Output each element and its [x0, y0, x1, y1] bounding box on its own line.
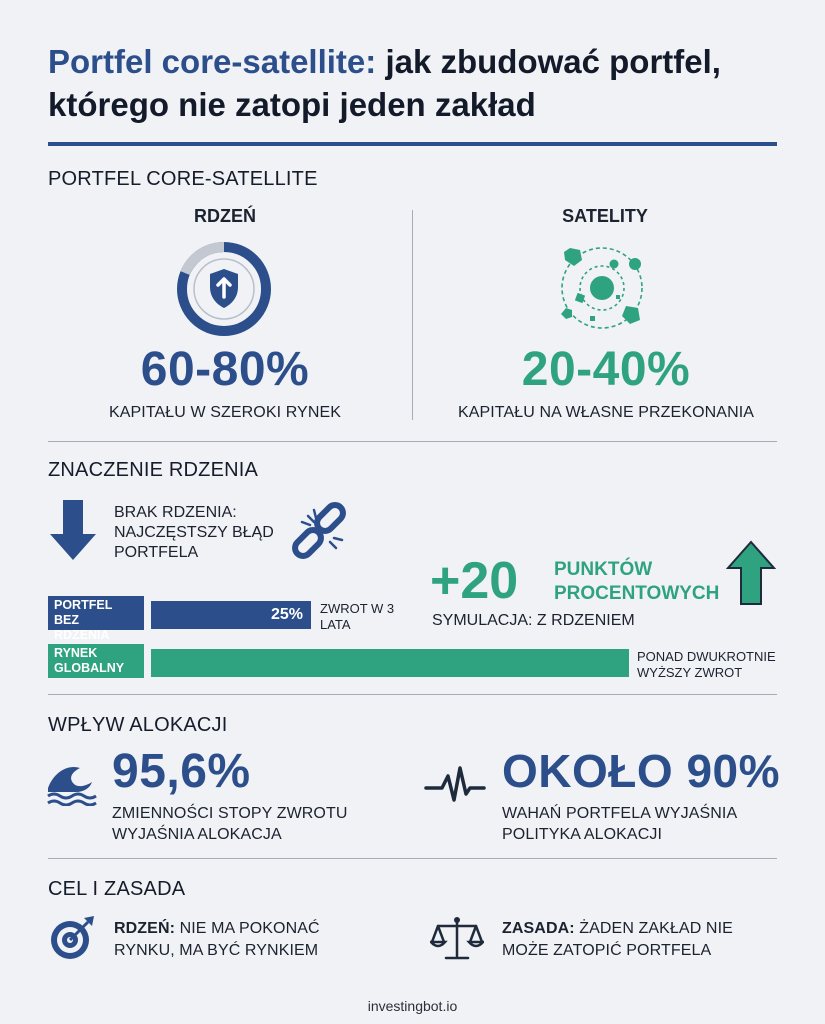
section-heading-core-meaning: ZNACZENIE RDZENIA — [48, 459, 259, 481]
shield-up-icon — [176, 241, 272, 337]
target-icon — [48, 914, 96, 962]
footer-link[interactable]: investingbot.io — [367, 998, 458, 1014]
title-rest: jak zbudować portfel, którego nie zatopi jeden zakład — [48, 43, 721, 123]
column-divider — [412, 210, 413, 420]
satellites-caption: KAPITAŁU NA WŁASNE PRZEKONANIA — [457, 404, 755, 421]
goal-left-bold: RDZEŃ: — [114, 920, 176, 937]
bar-label-global: RYNEK GLOBALNY — [48, 644, 144, 678]
satellites-value: 20-40% — [521, 343, 691, 396]
allocation-left-value: 95,6% — [112, 745, 251, 798]
allocation-right-caption: WAHAŃ PORTFELA WYJAŚNIA POLITYKA ALOKACJI — [502, 805, 737, 843]
title-divider — [48, 142, 777, 146]
pulse-icon — [424, 764, 486, 806]
arrow-down-icon — [48, 498, 98, 562]
wave-icon — [46, 762, 98, 806]
bar-no-core-note: ZWROT W 3 LATA — [320, 601, 395, 632]
goal-left-body: NIE MA POKONAĆ RYNKU, MA BYĆ RYNKIEM — [114, 920, 320, 959]
core-caption: KAPITAŁU W SZEROKI RYNEK — [108, 404, 342, 421]
core-label: RDZEŃ — [194, 206, 256, 226]
simulation-caption: SYMULACJA: Z RDZENIEM — [432, 612, 635, 629]
section-heading-goal: CEL I ZASADA — [48, 878, 186, 900]
allocation-left-caption: ZMIENNOŚCI STOPY ZWROTU WYJAŚNIA ALOKACJA — [112, 805, 348, 843]
boost-unit: PUNKTÓW PROCENTOWYCH — [554, 559, 720, 604]
arrow-up-icon — [726, 540, 776, 606]
section-heading-allocation: WPŁYW ALOKACJI — [48, 714, 228, 736]
allocation-right-value: OKOŁO 90% — [502, 745, 781, 797]
broken-chain-icon — [286, 498, 356, 564]
boost-value: +20 — [430, 552, 519, 610]
orbit-icon — [550, 240, 654, 336]
page-title — [48, 40, 788, 126]
bar-global — [151, 649, 629, 677]
divider-3 — [48, 858, 777, 859]
bar-no-core-value: 25% — [270, 606, 303, 623]
divider-2 — [48, 694, 777, 695]
scales-icon — [430, 914, 484, 962]
goal-right-bold: ZASADA: — [502, 920, 575, 937]
goal-left-text — [114, 918, 364, 962]
mistake-text: BRAK RDZENIA: NAJCZĘSTSZY BŁĄD PORTFELA — [114, 504, 274, 561]
bar-no-core — [151, 601, 311, 629]
title-accent: Portfel core-satellite: — [48, 43, 377, 80]
satellites-label: SATELITY — [562, 206, 648, 226]
bar-global-note: PONAD DWUKROTNIE WYŻSZY ZWROT — [637, 649, 776, 680]
goal-right-text — [502, 918, 772, 962]
section-heading-core-satellite: PORTFEL CORE-SATELLITE — [48, 168, 318, 190]
core-value: 60-80% — [140, 343, 310, 396]
divider-1 — [48, 441, 777, 442]
goal-right-body: ŻADEN ZAKŁAD NIE MOŻE ZATOPIĆ PORTFELA — [502, 920, 733, 959]
bar-label-no-core: PORTFEL BEZ RDZENIA — [48, 596, 144, 630]
